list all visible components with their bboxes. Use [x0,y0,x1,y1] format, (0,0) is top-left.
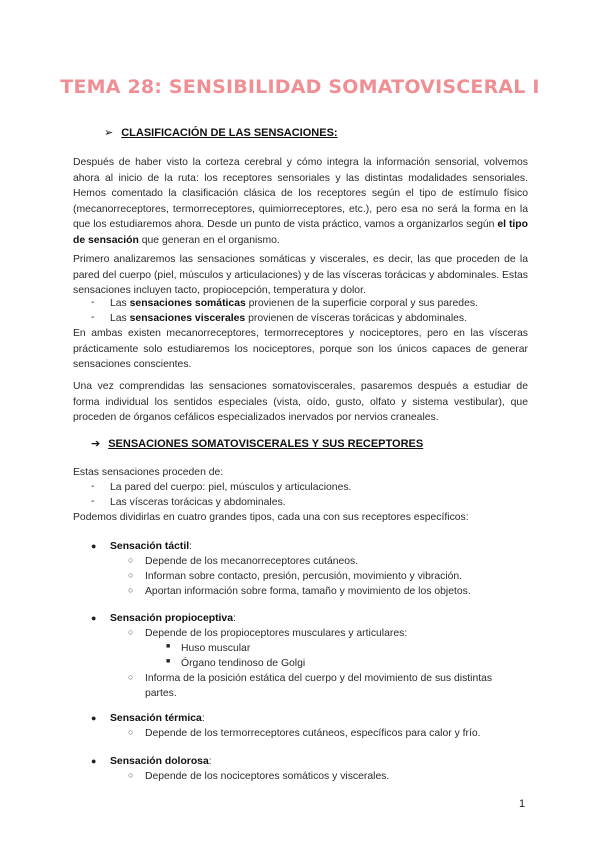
list-item-somaticas: Las sensaciones somáticas provienen de la superficie corporal y sus paredes. [110,298,478,309]
propio-item: Depende de los propioceptores musculares y articulares: [145,628,408,639]
list-item-pared: La pared del cuerpo: piel, músculos y articulaciones. [110,482,352,493]
dash-bullet: - [91,481,95,492]
propio-subitem: Órgano tendinoso de Golgi [181,658,306,669]
paragraph-sentidos-especiales: Una vez comprendidas las sensaciones somatoviscerales, pasaremos después a estudiar de forma individual los sentidos especiales (vista, oído, gusto, olfato y sistema vestibular), que proceden de órganos cefálicos especializados inervados por nervios craneales. [73,381,528,423]
square-bullet-icon: ■ [166,643,171,650]
arrow-right-icon: ➔ [91,438,101,450]
circle-bullet-icon: ○ [128,727,134,737]
type-dolorosa: Sensación dolorosa: [110,756,212,767]
type-termica: Sensación térmica: [110,713,205,724]
section-heading-clasificacion [104,126,338,139]
bullet-icon: ● [91,541,97,551]
dash-bullet: - [91,312,95,323]
bullet-icon: ● [91,713,97,723]
intro-line: Estas sensaciones proceden de: [73,467,224,478]
section-heading-somatoviscerales [91,437,423,450]
type-propioceptiva: Sensación propioceptiva: [110,613,236,624]
list-item-viscerales: Las sensaciones viscerales provienen de vísceras torácicas y abdominales. [110,313,467,324]
circle-bullet-icon: ○ [128,770,134,780]
lead-line: Podemos dividirlas en cuatro grandes tipos, cada una con sus receptores específicos: [73,512,469,523]
circle-bullet-icon: ○ [128,627,134,637]
propio-item: Informa de la posición estática del cuerpo y del movimiento de sus distintas [145,673,493,684]
section-heading-text: CLASIFICACIÓN DE LAS SENSACIONES: [121,127,338,139]
arrowhead-icon: ➢ [104,127,114,139]
dash-bullet: - [91,297,95,308]
propio-subitem: Huso muscular [181,643,251,654]
bullet-icon: ● [91,613,97,623]
circle-bullet-icon: ○ [128,585,134,595]
list-item-visceras: Las vísceras torácicas y abdominales. [110,497,286,508]
termica-item: Depende de los termorreceptores cutáneos, específicos para calor y frío. [145,728,481,739]
dash-bullet: - [91,496,95,507]
paragraph-receptores: En ambas existen mecanorreceptores, termorreceptores y nociceptores, pero en las vísceras prácticamente solo estudiaremos los nociceptores, porque son los únicos capaces de generar sensaciones conscientes. [73,328,528,370]
bullet-icon: ● [91,756,97,766]
propio-item-continuation: partes. [145,688,177,699]
circle-bullet-icon: ○ [128,570,134,580]
square-bullet-icon: ■ [166,658,171,665]
page-title: TEMA 28: SENSIBILIDAD SOMATOVISCERAL I [60,76,540,98]
circle-bullet-icon: ○ [128,555,134,565]
tactil-item: Informan sobre contacto, presión, percusión, movimiento y vibración. [145,571,463,582]
tactil-item: Depende de los mecanorreceptores cutáneos. [145,556,359,567]
tactil-item: Aportan información sobre forma, tamaño y movimiento de los objetos. [145,586,471,597]
paragraph-somaticas-viscerales: Primero analizaremos las sensaciones somáticas y viscerales, es decir, las que proceden de la pared del cuerpo (piel, músculos y articulaciones) y de las vísceras torácicas y abdominales. Estas sensaciones incluyen tacto, propiocepción, temperatura y dolor. [73,254,528,296]
page-number: 1 [519,798,526,810]
section-heading-text: SENSACIONES SOMATOVISCERALES Y SUS RECEPTORES [108,438,424,450]
circle-bullet-icon: ○ [128,672,134,682]
dolorosa-item: Depende de los nociceptores somáticos y viscerales. [145,771,390,782]
type-tactil: Sensación táctil: [110,541,193,552]
paragraph-intro: Después de haber visto la corteza cerebral y cómo integra la información sensorial, volvemos ahora al inicio de la ruta: los receptores sensoriales y las distintas modalidades sensoriales. Hemos comentado la clasificación clásica de los receptores según el tipo de estímulo físico (mecanorreceptores, termorreceptores, quimiorreceptores, etc.), pero esa no será la forma en la que los estudiaremos ahora. Desde un punto de vista práctico, vamos a organizarlos según el tipo de sensación que generan en el organismo. [73,157,528,246]
